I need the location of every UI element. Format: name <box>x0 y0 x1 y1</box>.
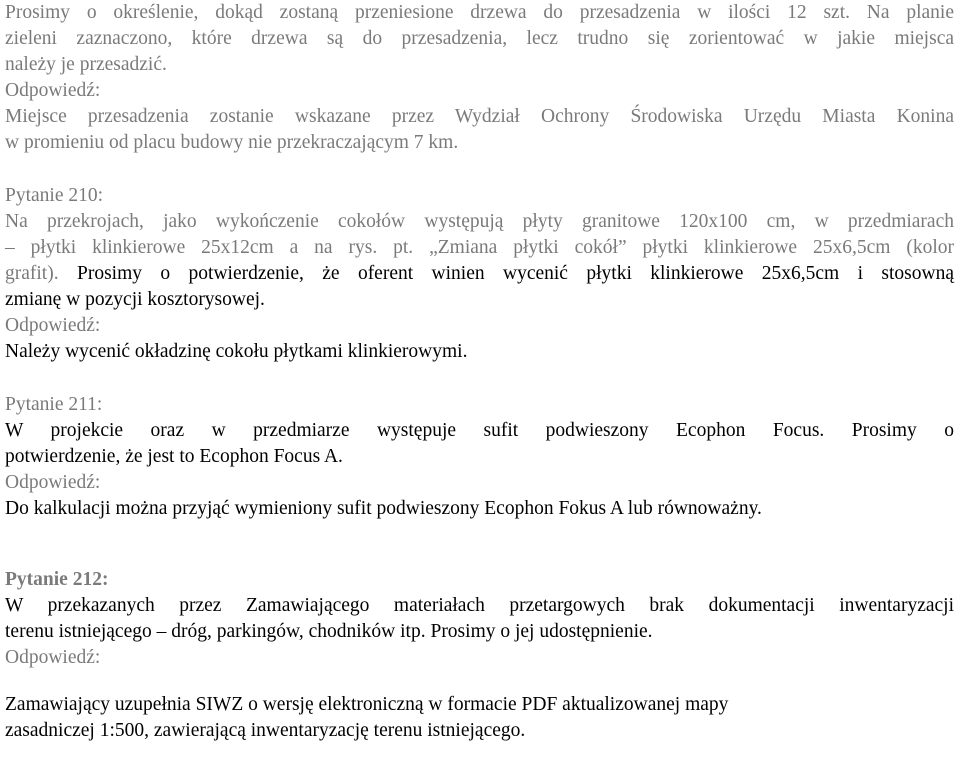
question-211-line-2: potwierdzenie, że jest to Ecophon Focus A. <box>5 446 343 467</box>
answer-209-line-1: Miejsce przesadzenia zostanie wskazane przez Wydział Ochrony Środowiska Urzędu Miasta Konina <box>5 106 954 127</box>
question-209-line-3: należy je przesadzić. <box>5 54 167 75</box>
question-210-line-1: Na przekrojach, jako wykończenie cokołów występują płyty granitowe 120x100 cm, w przedmiarach <box>5 211 954 232</box>
question-211-line-1: W projekcie oraz w przedmiarze występuje sufit podwieszony Ecophon Focus. Prosimy o <box>5 420 954 441</box>
question-210-line-3-black: Prosimy o potwierdzenie, że oferent winien wycenić płytki klinkierowe 25x6,5cm i stosowną <box>58 263 954 284</box>
question-209-line-1: Prosimy o określenie, dokąd zostaną przeniesione drzewa do przesadzenia w ilości 12 szt. Na planie <box>5 2 954 23</box>
answer-211-label: Odpowiedź: <box>5 472 101 493</box>
answer-211-line-1: Do kalkulacji można przyjąć wymieniony sufit podwieszony Ecophon Fokus A lub równoważny. <box>5 498 762 519</box>
answer-209-label: Odpowiedź: <box>5 80 101 101</box>
answer-209-line-2: w promieniu od placu budowy nie przekraczającym 7 km. <box>5 132 459 153</box>
question-210-line-3 <box>5 261 954 287</box>
question-209-line-2: zieleni zaznaczono, które drzewa są do przesadzenia, lecz trudno się zorientować w jakie miejsca <box>5 28 954 49</box>
answer-212-line-2: zasadniczej 1:500, zawierającą inwentaryzację terenu istniejącego. <box>5 720 526 741</box>
question-210-line-4: zmianę w pozycji kosztorysowej. <box>5 289 265 310</box>
answer-212-label: Odpowiedź: <box>5 647 101 668</box>
answer-210-label: Odpowiedź: <box>5 315 101 336</box>
question-210-heading: Pytanie 210: <box>5 185 104 206</box>
question-210-line-2: – płytki klinkierowe 25x12cm a na rys. pt. „Zmiana płytki cokół” płytki klinkierowe 25x6,5cm (kolor <box>5 237 954 258</box>
question-212-line-1: W przekazanych przez Zamawiającego materiałach przetargowych brak dokumentacji inwentaryzacji <box>5 595 954 616</box>
question-212-heading: Pytanie 212: <box>5 569 109 590</box>
answer-210-line-1: Należy wycenić okładzinę cokołu płytkami klinkierowymi. <box>5 341 468 362</box>
answer-212-line-1: Zamawiający uzupełnia SIWZ o wersję elektroniczną w formacie PDF aktualizowanej mapy <box>5 694 729 715</box>
question-211-heading: Pytanie 211: <box>5 394 103 415</box>
question-212-line-2: terenu istniejącego – dróg, parkingów, chodników itp. Prosimy o jej udostępnienie. <box>5 621 653 642</box>
question-210-line-3-gray: grafit). <box>5 263 59 284</box>
